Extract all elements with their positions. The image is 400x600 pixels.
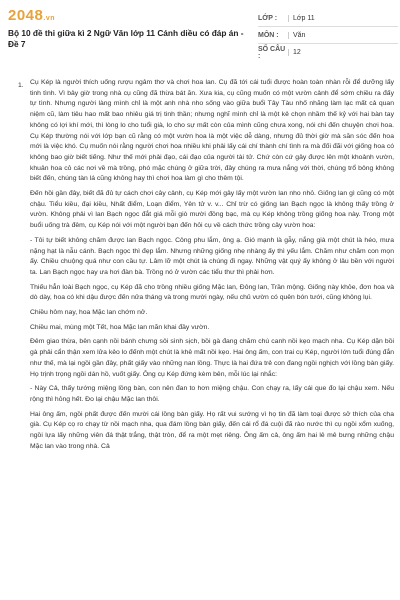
passage-paragraph: Đêm giao thừa, bên cạnh nồi bánh chưng sôi sình sịch, bồi gà đang chăm chú canh nồi kẹo mạch nha. Cụ Kép dặn bồi gà phải cẩn thận xem lửa kẻo lo đếnh một chút là khê mất nồi kẹo. Hai ông ấm, con trai cụ Kép, người lớn tuổi đúng đắn như thế, mà lại ngồi gần đây, phất giấy vào những nan lồng. Thực là hai đứa trẻ con đang ngồi nghịch với lồng bàn giấy. Họ trịnh trọng ngồi dán hồ, vuốt giấy. Ông cụ Kép đứng kèm bên, mỗi lúc lại nhắc:	[30, 338, 394, 378]
meta-row-question-count	[258, 44, 398, 61]
exam-title: Bộ 10 đề thi giữa kì 2 Ngữ Văn lớp 11 Cánh diều có đáp án - Đề 7	[8, 28, 244, 49]
exam-meta-table	[258, 10, 398, 61]
passage-paragraph: Thiếu hẳn loài Bạch ngọc, cụ Kép đã cho trồng nhiều giống Mặc lan, Đông lan, Trần mộng. Giống này khỏe, đơn hoa và dò dày, hoa có khi dậu được đến nửa tháng và trong mười ngày, nếu chủ vườn có quên bón tưới, cũng không lụi.	[30, 283, 394, 302]
passage-paragraph: Chiều hôm nay, hoa Mặc lan chớm nở.	[30, 309, 148, 317]
logo-suffix: .vn	[43, 15, 55, 22]
passage-paragraph: Chiều mai, mùng một Tết, hoa Mặc lan mãn khai đầy vườn.	[30, 323, 210, 331]
site-logo[interactable]	[8, 7, 55, 24]
passage-paragraph: Hai ông ấm, ngồi phất được đến mười cái lồng bàn giấy. Họ rất vui sướng vì họ tin đã làm toại được sở thích của cha già. Cụ Kép cọ ro chạy từ nồi mạch nha, qua đám lồng bàn giấy, đến cái rổ đá cuội đã rào nước thì cụ ngồi xổm xuống, ngồi lựa lấy những viên đá thật trắng, thật tròn, để ra một mẹt riêng. Ông ấm cả, ông ấm hai lê mê bưng những chậu Mặc lan vào trong nhà. Cả	[30, 410, 394, 450]
meta-value: Văn	[288, 32, 398, 39]
question-number: 1.	[18, 82, 24, 89]
passage-paragraph: - Tôi tự biết không chăm được lan Bạch ngọc. Công phu lắm, ông ạ. Gió mạnh là gẫy, nắng già một chút là héo, mưa nặng hạt là nẫu cánh. Bạch ngọc thì đẹp lắm. Nhưng những giống nhẹ nhàng ấy thì yếu lắm. Chăm như chăm con mọn ấy. Chiều chuộng quá như con cầu tự. Lâm lỡ một chút là chúng đi ngay. Những vật quý ấy không ở lâu bền với người ta. Lan Bạch ngọc hay ưa hơi đàn bà. Trồng nó ở vườn các tiểu thư thì phải hơn.	[30, 236, 394, 276]
meta-value: Lớp 11	[288, 15, 398, 22]
meta-label: SỐ CÂU :	[258, 45, 286, 60]
passage-paragraph: Đến hồi gần đây, biết đã đủ tự cách chơi cây cảnh, cụ Kép mới gây lấy một vườn lan nho nhỏ. Giống lan gì cũng có một chậu. Tiểu kiều, đại kiều, Nhất điểm, Loạn điểm, Yên tử v. v... Chỉ trừ có giống lan Bạch ngọc là không thấy trồng ở vườn. Không phải vì lan Bạch ngọc đắt giá mỗi giò mười đồng bạc, mà cụ Kép không trồng giống hoa này. Trong một buổi uống trà đêm, cụ Kép nói với một người bạn đến hỏi cụ về cách thức trồng cây vườn hoa:	[30, 190, 394, 230]
logo-text: 2048	[8, 7, 44, 24]
meta-row-class	[258, 10, 398, 27]
passage-paragraph: Cụ Kép là người thích uống rượu ngâm thơ và chơi hoa lan. Cụ đã tới cái tuổi được hoàn toàn nhàn rỗi để dưỡng lấy tinh tình. Vì bây giờ trong nhà cụ cũng đã thừa bát ăn. Xưa kia, cụ cũng muốn có một vườn cảnh để sớm chiều ra đấy tự tình. Nhưng người làng mình chỉ là một anh nhà nho sống vào giữa buổi Tây Tàu nhố nhăng làm lạc mất cả quan niệm cũ, làm tiêu hao mất bao nhiêu giá trị tinh thần; nhưng nghĩ mình chỉ là một kẻ chọn nhầm thế kỷ với hai bàn tay không có lợi khí mới, thì lòng lo cho tuổi già, lo cho sự mất còn của mình cũng chưa xong, nói chi đến chuyện chơi hoa. Cụ Kép thường nói với lớp bạn cũ rằng có một vườn hoa là một việc dễ dàng, nhưng đủ thời giờ mà săn sóc đến hoa mới là việc khó. Cụ muốn nói rằng người chơi hoa nhiều khi phải lấy cái chí thành chí tình ra mà đối đãi với giống hoa có không bao giờ biết tiếng. Như thế mới phải đạo, cái đạo của người tài tử. Chứ còn cứ gây được lên một khoảnh vườn, khuân hoa cỏ các nơi về mà trồng, phó mặc chúng ở giữa trời, đây chúng ra mưa nắng với thời, chúng trổ bông không biết đến, chúng tàn lá cũng không hay thì chơi hoa làm gì cho thêm tội.	[30, 79, 394, 183]
page-header	[0, 0, 400, 62]
meta-label: LỚP :	[258, 14, 278, 22]
meta-row-subject	[258, 27, 398, 44]
question-passage	[30, 78, 394, 457]
meta-value: 12	[288, 49, 398, 56]
passage-paragraph: - Này Cả, thấy tướng miệng lồng bàn, con nên đan to hơn miệng chậu. Con chạy ra, lấy cái que đo lại chậu xem. Nếu rộng thì hỏng hết. Đo lại chậu Mặc lan thôi.	[30, 385, 394, 403]
meta-label: MÔN :	[258, 31, 279, 39]
